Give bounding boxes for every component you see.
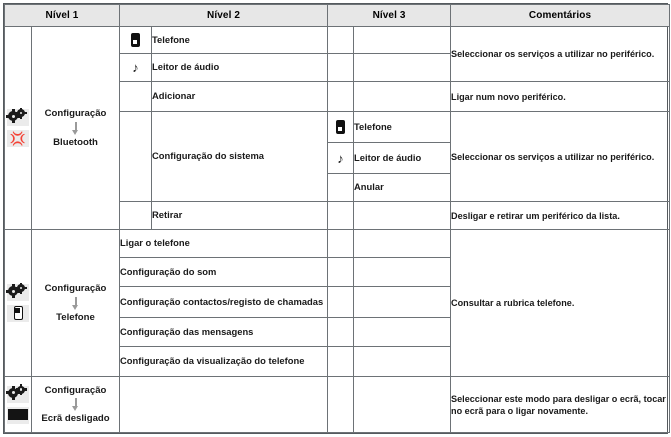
level3-item-telefone[interactable]: Telefone [354, 112, 451, 143]
level3-item-empty [354, 202, 451, 230]
header-nivel-3: Nível 3 [328, 5, 451, 27]
arrow-down-icon [71, 122, 80, 136]
level3-item-empty [354, 347, 451, 377]
level1-line-1: Configuração [44, 384, 107, 396]
header-row [5, 5, 670, 27]
table-row [5, 27, 670, 54]
level2-item-configuracao-sistema[interactable]: Configuração do sistema [152, 112, 328, 202]
level3-icon-telefone [328, 112, 354, 143]
level2-item-ligar-telefone[interactable]: Ligar o telefone [120, 230, 328, 258]
level2-item-configuracao-visualizacao[interactable]: Configuração da visualização do telefone [120, 347, 328, 377]
level1-line-1: Configuração [44, 108, 107, 120]
comment-ligar-novo-periferico: Ligar num novo periférico. [451, 82, 670, 112]
level3-icon-empty [328, 258, 354, 287]
matrix-table [4, 4, 670, 433]
level2-item-configuracao-som[interactable]: Configuração do som [120, 258, 328, 287]
table-row [5, 230, 670, 258]
level2-icon-leitor-audio: ♪ [120, 54, 152, 82]
level2-icon-telefone [120, 27, 152, 54]
level3-icon-empty [328, 230, 354, 258]
level3-item-leitor-audio[interactable]: Leitor de áudio [354, 143, 451, 174]
level1-icons-telefone [5, 230, 32, 377]
gears-icon [7, 284, 29, 301]
level2-item-empty [120, 377, 328, 433]
level1-icons-bluetooth [5, 27, 32, 230]
level2-icon-empty [120, 202, 152, 230]
level2-item-configuracao-contactos[interactable]: Configuração contactos/registo de chamadas [120, 287, 328, 318]
level3-item-empty [354, 230, 451, 258]
level3-icon-empty [328, 202, 354, 230]
gears-icon [7, 386, 29, 403]
level1-line-1: Configuração [44, 283, 107, 295]
level2-item-adicionar[interactable]: Adicionar [152, 82, 328, 112]
comment-bluetooth-servicos: Seleccionar os serviços a utilizar no periférico. [451, 27, 670, 82]
header-comentarios: Comentários [451, 5, 670, 27]
settings-matrix-table [3, 3, 668, 434]
level3-item-empty [354, 54, 451, 82]
level3-item-empty [354, 318, 451, 347]
level2-item-retirar[interactable]: Retirar [152, 202, 328, 230]
arrow-down-icon [71, 398, 80, 412]
level3-item-empty [354, 377, 451, 433]
level2-item-leitor-audio[interactable]: Leitor de áudio [152, 54, 328, 82]
level1-label-telefone [32, 230, 120, 377]
level2-item-configuracao-mensagens[interactable]: Configuração das mensagens [120, 318, 328, 347]
arrow-down-icon [71, 297, 80, 311]
comment-ecra-desligado: Seleccionar este modo para desligar o ecrã, tocar no ecrã para o ligar novamente. [451, 377, 670, 433]
comment-consultar-rubrica-telefone: Consultar a rubrica telefone. [451, 230, 670, 377]
table-body [5, 27, 670, 433]
phone-icon [7, 305, 29, 322]
level3-icon-empty [328, 174, 354, 202]
header-nivel-2: Nível 2 [120, 5, 328, 27]
level3-item-empty [354, 287, 451, 318]
level3-item-empty [354, 27, 451, 54]
level3-icon-empty [328, 377, 354, 433]
level1-line-2: Bluetooth [53, 136, 98, 148]
level3-item-anular[interactable]: Anular [354, 174, 451, 202]
level3-icon-empty [328, 347, 354, 377]
bluetooth-icon: 💢 [7, 130, 29, 147]
level1-icons-ecra-desligado [5, 377, 32, 433]
level3-icon-empty [328, 318, 354, 347]
level3-icon-empty [328, 54, 354, 82]
screen-off-icon [7, 407, 29, 424]
level1-label-ecra-desligado [32, 377, 120, 433]
level3-icon-empty [328, 287, 354, 318]
comment-retirar-periferico: Desligar e retirar um periférico da lista. [451, 202, 670, 230]
level2-item-telefone[interactable]: Telefone [152, 27, 328, 54]
level3-icon-empty [328, 27, 354, 54]
level3-item-empty [354, 82, 451, 112]
header-nivel-1: Nível 1 [5, 5, 120, 27]
level3-item-empty [354, 258, 451, 287]
level1-line-2: Telefone [56, 311, 95, 323]
level2-icon-empty [120, 82, 152, 112]
table-header [5, 5, 670, 27]
gears-icon [7, 109, 29, 126]
level3-icon-leitor-audio: ♪ [328, 143, 354, 174]
level1-line-2: Ecrã desligado [41, 413, 110, 424]
level2-icon-empty [120, 112, 152, 202]
table-row [5, 377, 670, 433]
comment-sistema-servicos: Seleccionar os serviços a utilizar no periférico. [451, 112, 670, 202]
level3-icon-empty [328, 82, 354, 112]
level1-label-bluetooth [32, 27, 120, 230]
